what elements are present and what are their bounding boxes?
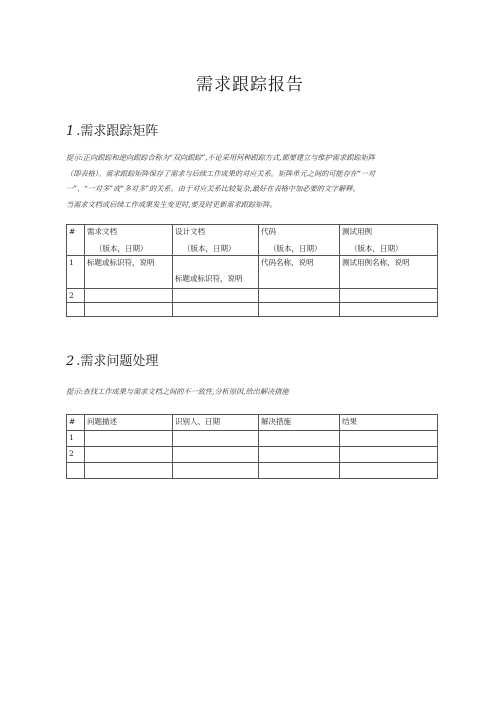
traceability-matrix-table	[66, 224, 438, 317]
table-cell	[340, 447, 438, 463]
table-cell: 1	[67, 431, 85, 447]
header-cell: 识别人、日期	[173, 415, 259, 431]
hint-line: 一”、“一对多”或“多对多”的关系。由于对应关系比较复杂,最好在表格中加必要的文字解释。	[66, 184, 360, 193]
table-cell	[259, 303, 340, 317]
hint-line: 当需求文档或后续工作成果发生变更时,要及时更新需求跟踪矩阵。	[66, 199, 277, 209]
section-2-title: .需求问题处理	[76, 354, 159, 369]
header-cell: 代码 （版本，日期）	[259, 225, 340, 256]
table-cell: 标题或标识符，说明	[85, 256, 173, 289]
section-2-heading	[66, 350, 158, 369]
table-cell	[340, 431, 438, 447]
table-row	[67, 256, 438, 289]
table-cell	[67, 463, 85, 479]
section-2-number: 2	[66, 354, 75, 369]
table-header-row	[67, 415, 438, 431]
table-cell	[259, 447, 340, 463]
section-2-hint: 提示:查找工作成果与需求文档之间的不一致性,分析原因,给出解决措施	[66, 387, 289, 396]
header-cell: 结果	[340, 415, 438, 431]
table-cell	[173, 447, 259, 463]
header-cell: 解决措施	[259, 415, 340, 431]
table-row	[67, 303, 438, 317]
table-cell: 代码名称，说明	[259, 256, 340, 289]
header-cell: 问题描述	[85, 415, 173, 431]
section-1-heading	[66, 120, 158, 139]
table-row	[67, 447, 438, 463]
report-title: 需求跟踪报告	[196, 75, 304, 95]
table-cell	[85, 463, 173, 479]
section-1-title: .需求跟踪矩阵	[76, 124, 159, 139]
table-cell	[340, 289, 438, 303]
table-cell	[173, 303, 259, 317]
table-cell	[173, 289, 259, 303]
table-header-row	[67, 225, 438, 256]
table-row	[67, 463, 438, 479]
table-cell	[85, 289, 173, 303]
table-cell	[173, 431, 259, 447]
table-row	[67, 431, 438, 447]
table-row	[67, 289, 438, 303]
header-cell: #	[67, 415, 85, 431]
header-cell: 测试用例 （版本，日期）	[340, 225, 438, 256]
table-cell	[173, 463, 259, 479]
table-cell: 1	[67, 256, 85, 289]
table-cell	[259, 431, 340, 447]
table-cell: 测试用例名称，说明	[340, 256, 438, 289]
section-1-hint	[66, 150, 438, 212]
table-cell	[85, 303, 173, 317]
table-cell	[259, 289, 340, 303]
table-cell	[85, 431, 173, 447]
table-cell	[85, 447, 173, 463]
hint-line: 提示:正向跟踪和逆向跟踪合称为“双向跟踪”,不论采用何种跟踪方式,都要建立与维护需求跟踪矩阵	[66, 153, 376, 162]
hint-line: （即表格）。需求跟踪矩阵保存了需求与后续工作成果的对应关系。矩阵单元之间的可能存在“一对	[66, 168, 376, 178]
table-cell: 2	[67, 289, 85, 303]
header-cell: 需求文档 （版本，日期）	[85, 225, 173, 256]
table-cell	[259, 463, 340, 479]
issue-handling-table	[66, 414, 438, 479]
table-cell	[340, 303, 438, 317]
table-cell	[67, 303, 85, 317]
header-cell: 设计文档 （版本，日期）	[173, 225, 259, 256]
section-1-number: 1	[66, 124, 75, 139]
table-cell: 标题或标识符，说明	[173, 256, 259, 289]
table-cell: 2	[67, 447, 85, 463]
header-cell: #	[67, 225, 85, 256]
table-cell	[340, 463, 438, 479]
